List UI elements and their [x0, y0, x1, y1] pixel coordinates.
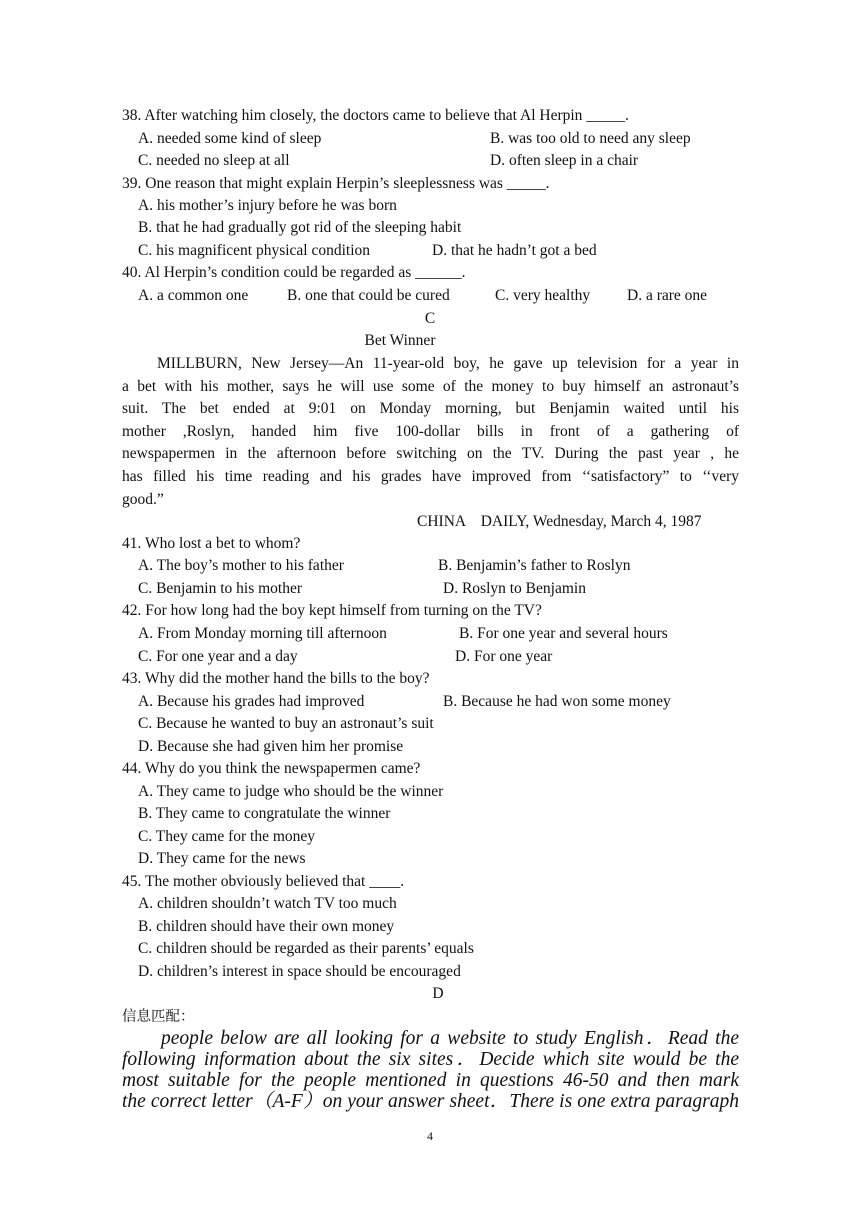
option-40-b: B. one that could be cured — [287, 287, 450, 304]
section-d-instructions — [122, 1028, 739, 1112]
instruction-line-4: the correct letter（A-F）on your answer sheet．There is one extra paragraph — [122, 1091, 739, 1112]
question-42-stem: 42. For how long had the boy kept himself from turning on the TV? — [122, 602, 542, 619]
option-41-c: C. Benjamin to his mother — [138, 580, 303, 597]
passage-line-5: newspapermen in the afternoon before switching on the TV. During the past year , he — [122, 445, 739, 463]
option-43-a: A. Because his grades had improved — [138, 693, 365, 710]
question-38-stem: 38. After watching him closely, the doctors came to believe that Al Herpin _____. — [122, 107, 629, 124]
page-number: 4 — [427, 1129, 433, 1143]
option-43-d: D. Because she had given him her promise — [138, 738, 404, 755]
passage-line-2: a bet with his mother, says he will use some of the money to buy himself an astronaut’s — [122, 377, 739, 395]
option-39-c: C. his magnificent physical condition — [138, 242, 371, 259]
option-39-a: A. his mother’s injury before he was born — [138, 197, 397, 214]
option-42-b: B. For one year and several hours — [459, 625, 668, 642]
option-40-a: A. a common one — [138, 287, 249, 304]
option-42-c: C. For one year and a day — [138, 648, 298, 665]
option-44-b: B. They came to congratulate the winner — [138, 805, 391, 822]
option-38-c: C. needed no sleep at all — [138, 152, 290, 169]
option-41-b: B. Benjamin’s father to Roslyn — [438, 557, 631, 574]
question-44-stem: 44. Why do you think the newspapermen came? — [122, 760, 421, 777]
option-40-c: C. very healthy — [495, 287, 591, 304]
section-c-letter: C — [424, 310, 436, 327]
question-39-stem: 39. One reason that might explain Herpin’s sleeplessness was _____. — [122, 175, 550, 192]
passage-line-4: mother ,Roslyn, handed him five 100-dollar bills in front of a gathering of — [122, 422, 739, 440]
passage-line-1: MILLBURN, New Jersey—An 11-year-old boy, he gave up television for a year in — [157, 355, 739, 372]
option-44-d: D. They came for the news — [138, 850, 306, 867]
passage-line-3: suit. The bet ended at 9:01 on Monday morning, but Benjamin waited until his — [122, 400, 739, 418]
passage-source: CHINA DAILY, Wednesday, March 4, 1987 — [417, 513, 702, 530]
option-41-d: D. Roslyn to Benjamin — [443, 580, 586, 597]
option-45-d: D. children’s interest in space should be encouraged — [138, 963, 461, 980]
section-d-letter: D — [432, 985, 444, 1002]
option-44-a: A. They came to judge who should be the winner — [138, 783, 444, 800]
option-44-c: C. They came for the money — [138, 828, 316, 845]
option-45-a: A. children shouldn’t watch TV too much — [138, 895, 397, 912]
option-38-b: B. was too old to need any sleep — [490, 130, 691, 147]
option-43-c: C. Because he wanted to buy an astronaut’s suit — [138, 715, 434, 732]
option-45-c: C. children should be regarded as their parents’ equals — [138, 940, 474, 957]
passage-line-7: good.” — [122, 490, 164, 508]
instruction-line-3: most suitable for the people mentioned in questions 46-50 and then mark — [122, 1070, 739, 1091]
option-42-a: A. From Monday morning till afternoon — [138, 625, 387, 642]
question-45-stem: 45. The mother obviously believed that ____. — [122, 873, 405, 890]
section-d-heading: 信息匹配： — [122, 1009, 195, 1025]
passage-line-6: has filled his time reading and his grades have improved from ‘‘satisfactory” to ‘‘very — [122, 467, 739, 485]
instruction-line-1: people below are all looking for a website to study English．Read the — [161, 1028, 739, 1049]
section-c-passage — [122, 353, 739, 511]
option-39-b: B. that he had gradually got rid of the sleeping habit — [138, 219, 462, 236]
option-39-d: D. that he hadn’t got a bed — [432, 242, 597, 259]
option-42-d: D. For one year — [455, 648, 553, 665]
instruction-line-2: following information about the six sites．Decide which site would be the — [122, 1049, 739, 1070]
option-45-b: B. children should have their own money — [138, 918, 395, 935]
option-38-a: A. needed some kind of sleep — [138, 130, 322, 147]
option-40-d: D. a rare one — [627, 287, 708, 304]
option-38-d: D. often sleep in a chair — [490, 152, 639, 169]
question-40-stem: 40. Al Herpin’s condition could be regarded as ______. — [122, 264, 466, 281]
option-43-b: B. Because he had won some money — [443, 693, 671, 710]
section-c-title: Bet Winner — [364, 332, 436, 349]
option-41-a: A. The boy’s mother to his father — [138, 557, 344, 574]
question-43-stem: 43. Why did the mother hand the bills to the boy? — [122, 670, 430, 687]
question-41-stem: 41. Who lost a bet to whom? — [122, 535, 301, 552]
